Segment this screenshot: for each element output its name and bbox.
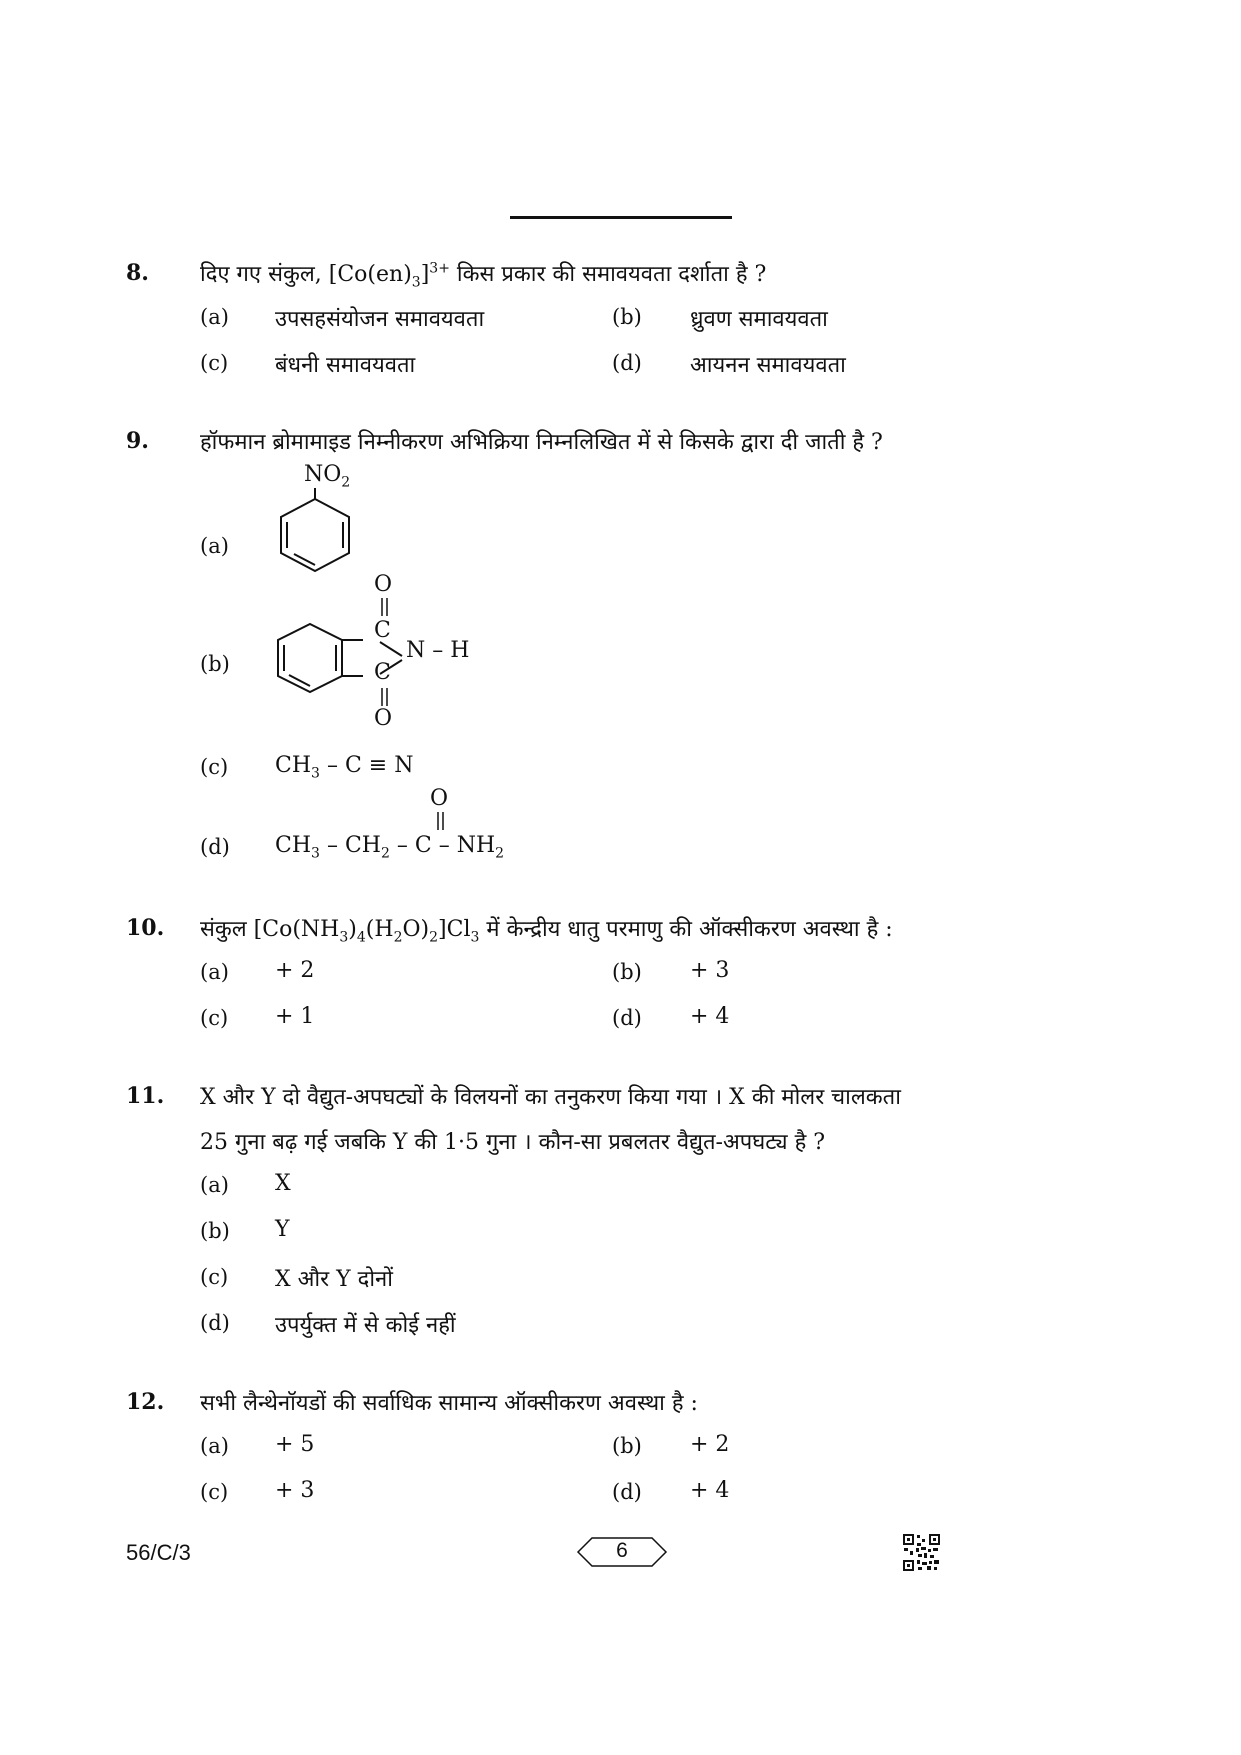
q9-option-b-label: (b) xyxy=(200,652,230,676)
question-9-number: 9. xyxy=(126,428,149,454)
question-12-text: सभी लैन्थेनॉयडों की सर्वाधिक सामान्य ऑक्सीकरण अवस्था है : xyxy=(200,1391,698,1416)
q9-option-c: $CH_3 - C \equiv N$ xyxy=(275,753,414,782)
q8-option-b-label: (b) xyxy=(612,305,642,329)
page-number: 6 xyxy=(616,1539,628,1562)
question-8-text-part1: दिए गए संकुल, $[Co(en)_3]^{3+}$ किस प्रकार की समावयवता दर्शाता है ? xyxy=(200,260,767,291)
q11-option-a: X xyxy=(275,1171,291,1196)
q11-option-c-label: (c) xyxy=(200,1265,229,1289)
page-number-badge xyxy=(576,1536,668,1568)
double-bond-icon xyxy=(379,598,391,616)
question-8-text xyxy=(200,258,766,290)
top-divider xyxy=(510,216,732,219)
q8-option-a: उपसहसंयोजन समावयवता xyxy=(275,307,485,332)
q11-option-d: उपर्युक्त में से कोई नहीं xyxy=(275,1313,456,1338)
q12-option-b: + 2 xyxy=(690,1432,730,1457)
q10-option-a-label: (a) xyxy=(200,960,229,984)
question-9-text: हॉफमान ब्रोमामाइड निम्नीकरण अभिक्रिया निम्नलिखित में से किसके द्वारा दी जाती है ? xyxy=(200,430,883,455)
q12-option-b-label: (b) xyxy=(612,1434,642,1458)
question-10-number: 10. xyxy=(126,915,165,941)
q9-option-d: $CH_3 - CH_2$ – C – $NH_2$ xyxy=(275,833,505,862)
q12-option-a: + 5 xyxy=(275,1432,315,1457)
double-bond-icon xyxy=(379,688,391,706)
double-bond-icon xyxy=(435,812,447,830)
q8-option-d-label: (d) xyxy=(612,351,642,375)
q9-option-b-nh: N – H xyxy=(406,638,470,663)
q11-option-a-label: (a) xyxy=(200,1173,229,1197)
q9-option-a-no2: $NO_2$ xyxy=(304,462,351,491)
q12-option-c-label: (c) xyxy=(200,1480,229,1504)
q10-option-d: + 4 xyxy=(690,1004,730,1029)
q12-option-d: + 4 xyxy=(690,1478,730,1503)
qr-code-icon xyxy=(903,1534,940,1571)
question-11-text-line1: X और Y दो वैद्युत-अपघट्यों के विलयनों का तनुकरण किया गया । X की मोलर चालकता xyxy=(200,1085,901,1110)
q9-b-top-carbon: C xyxy=(374,618,391,643)
phthalimide-structure-icon xyxy=(270,618,430,708)
q9-d-oxygen: O xyxy=(430,786,449,811)
q8-option-d: आयनन समावयवता xyxy=(690,353,846,378)
benzene-ring-icon xyxy=(270,495,360,575)
q12-option-d-label: (d) xyxy=(612,1480,642,1504)
paper-code: 56/C/3 xyxy=(126,1540,191,1565)
q11-option-b: Y xyxy=(275,1217,290,1242)
q8-option-c: बंधनी समावयवता xyxy=(275,353,416,378)
q8-option-b: ध्रुवण समावयवता xyxy=(690,307,828,332)
q10-option-d-label: (d) xyxy=(612,1006,642,1030)
question-11-text-line2: 25 गुना बढ़ गई जबकि Y की 1·5 गुना । कौन-सा प्रबलतर वैद्युत-अपघट्य है ? xyxy=(200,1130,826,1155)
question-10-text: संकुल $[Co(NH_3)_4(H_2O)_2]Cl_3$ में केन्द्रीय धातु परमाणु की ऑक्सीकरण अवस्था है : xyxy=(200,917,893,946)
q9-option-d-label: (d) xyxy=(200,835,230,859)
bond-to-nitro-icon xyxy=(313,488,325,500)
q10-option-a: + 2 xyxy=(275,958,315,983)
q10-option-b-label: (b) xyxy=(612,960,642,984)
q12-option-a-label: (a) xyxy=(200,1434,229,1458)
q12-option-c: + 3 xyxy=(275,1478,315,1503)
q9-option-a-label: (a) xyxy=(200,534,229,558)
question-11-number: 11. xyxy=(126,1083,165,1109)
q11-option-c: X और Y दोनों xyxy=(275,1267,393,1292)
q10-option-b: + 3 xyxy=(690,958,730,983)
q8-option-c-label: (c) xyxy=(200,351,229,375)
q11-option-b-label: (b) xyxy=(200,1219,230,1243)
question-8-number: 8. xyxy=(126,260,149,286)
q9-b-bottom-carbon: C xyxy=(374,660,391,685)
q8-option-a-label: (a) xyxy=(200,305,229,329)
q9-option-c-label: (c) xyxy=(200,755,229,779)
q9-b-bottom-oxygen: O xyxy=(374,706,393,731)
q11-option-d-label: (d) xyxy=(200,1311,230,1335)
q9-b-top-oxygen: O xyxy=(374,572,393,597)
q10-option-c: + 1 xyxy=(275,1004,315,1029)
question-12-number: 12. xyxy=(126,1389,165,1415)
q10-option-c-label: (c) xyxy=(200,1006,229,1030)
